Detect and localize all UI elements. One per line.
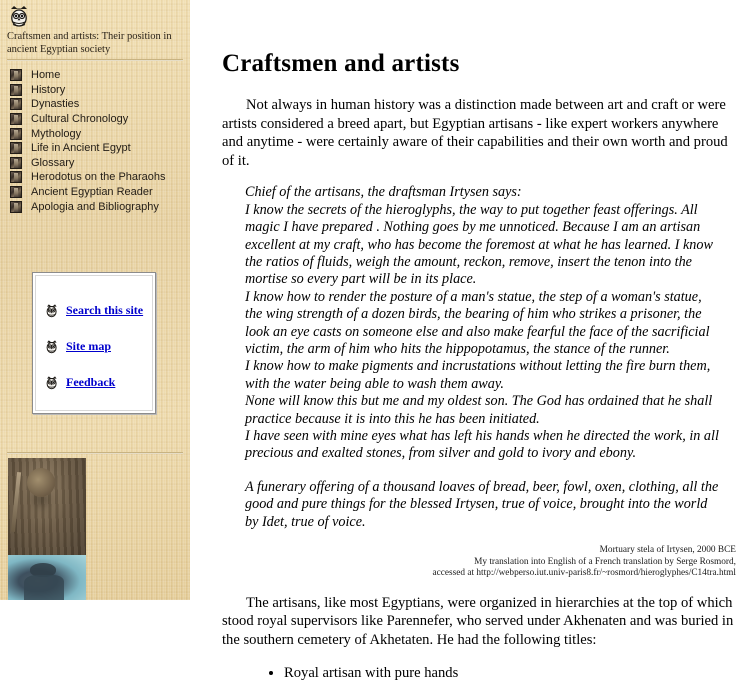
sidebar-divider-bottom xyxy=(7,452,183,454)
sidebar-divider-top xyxy=(7,59,183,61)
egypt-thumb-icon xyxy=(10,98,22,110)
feedback-link[interactable] xyxy=(45,375,115,390)
sidebar-item-label: Dynasties xyxy=(31,98,80,111)
quote-line: I know how to render the posture of a man's statue, the step of a woman's statue, the wing strength of a dozen birds, the bearing of him who strikes a prisoner, the look an eye casts on someone else and also make fearful the face of the sacrificial victim, the arm of him who hits the hippopotamus, the stance of the runner. xyxy=(245,288,710,358)
page-title: Craftsmen and artists xyxy=(222,50,460,77)
owl-icon xyxy=(45,303,58,318)
quote-line: I know how to make pigments and incrustations without letting the fire burn them, with the water being able to wash them away. xyxy=(245,358,711,392)
blue-tomb-painting-image xyxy=(8,555,86,600)
sidebar-item-dynasties[interactable] xyxy=(10,97,190,112)
credit-line-2: My translation into English of a French translation by Serge Rosmord, xyxy=(474,556,736,567)
sidebar-item-glossary[interactable] xyxy=(10,156,190,171)
quote-line: I know the secrets of the hieroglyphs, the way to put together feast offerings. All magic I have prepared . Nothing goes by me unnoticed. Because I am an artisan excellent at my craft, who has become the foremost at what he has learned. I know the ratios of fluids, weigh the amount, reckon, remove, insert the tenon into the mortise so every part will be in its place. xyxy=(245,201,713,288)
search-this-site-link[interactable] xyxy=(45,303,143,318)
second-paragraph: The artisans, like most Egyptians, were organized in hierarchies at the top of which stood royal supervisors like Parennefer, who served under Akhenaten and was buried in the southern cemetery of Akhetaten. He had the following titles: xyxy=(222,594,734,649)
sidebar-item-label: Ancient Egyptian Reader xyxy=(31,186,153,199)
sidebar-item-cultural-chronology[interactable] xyxy=(10,112,190,127)
credit-line-1: Mortuary stela of Irtysen, 2000 BCE xyxy=(599,545,736,556)
article xyxy=(222,50,736,683)
sidebar-item-label: Apologia and Bibliography xyxy=(31,200,159,213)
owl-icon xyxy=(45,339,58,354)
sidebar-item-label: Mythology xyxy=(31,127,82,140)
list-item: • Royal artisan with pure hands xyxy=(284,664,736,683)
sidebar-item-label: Life in Ancient Egypt xyxy=(31,142,131,155)
titles-list xyxy=(222,664,736,683)
site-tools-box xyxy=(32,272,156,414)
egypt-thumb-icon xyxy=(10,157,22,169)
sidebar-item-apologia-and-bibliography[interactable] xyxy=(10,199,190,214)
site-title: Craftsmen and artists: Their position in ancient Egyptian society xyxy=(7,31,172,55)
sidebar-item-label: History xyxy=(31,83,66,96)
sidebar-item-ancient-egyptian-reader[interactable] xyxy=(10,185,190,200)
sidebar-nav xyxy=(10,68,190,214)
site-tool-label: Feedback xyxy=(66,375,116,389)
sidebar-item-label: Glossary xyxy=(31,156,75,169)
quote-line: I have seen with mine eyes what has left his hands when he directed the work, in all precious and exalted stones, from silver and gold to ivory and ebony. xyxy=(245,428,719,462)
source-credit xyxy=(222,545,736,580)
egypt-thumb-icon xyxy=(10,171,22,183)
sidebar-item-label: Cultural Chronology xyxy=(31,113,129,126)
sidebar-item-mythology[interactable] xyxy=(10,126,190,141)
egypt-thumb-icon xyxy=(10,69,22,81)
egypt-thumb-icon xyxy=(10,142,22,154)
owl-icon xyxy=(45,375,58,390)
relief-carving-image xyxy=(8,458,86,555)
irtysen-quote xyxy=(222,184,721,531)
egypt-thumb-icon xyxy=(10,128,22,140)
sidebar-item-label: Herodotus on the Pharaohs xyxy=(31,171,166,184)
sidebar xyxy=(0,0,190,600)
quote-closing: A funerary offering of a thousand loaves of bread, beer, fowl, oxen, clothing, all the good and pure things for the blessed Irtysen, true of voice, brought into the world by Idet, true of voice. xyxy=(245,478,719,530)
egypt-thumb-icon xyxy=(10,201,22,213)
main-content xyxy=(190,0,756,681)
sidebar-item-label: Home xyxy=(31,69,61,82)
sidebar-item-home[interactable] xyxy=(10,68,190,83)
credit-line-3: accessed at http://webperso.iut.univ-paris8.fr/~rosmord/hieroglyphes/C14tra.html xyxy=(432,568,736,579)
egypt-thumb-icon xyxy=(10,186,22,198)
sidebar-item-herodotus-on-the-pharaohs[interactable] xyxy=(10,170,190,185)
sidebar-item-life-in-ancient-egypt[interactable] xyxy=(10,141,190,156)
egypt-thumb-icon xyxy=(10,113,22,125)
quote-line: None will know this but me and my oldest son. The God has ordained that he shall practice because it is into this he has been initiated. xyxy=(245,393,713,427)
intro-paragraph: Not always in human history was a distinction made between art and craft or were artists considered a breed apart, but Egyptian artisans - like expert workers anywhere and anytime - were certainly aware of their capabilities and their own worth and proud of it. xyxy=(222,97,728,169)
site-tool-label: Search this site xyxy=(66,303,144,317)
quote-line: Chief of the artisans, the draftsman Irtysen says: xyxy=(245,184,522,201)
site-map-link[interactable] xyxy=(45,339,111,354)
site-tool-label: Site map xyxy=(66,339,111,353)
sidebar-item-history[interactable] xyxy=(10,83,190,98)
egypt-thumb-icon xyxy=(10,84,22,96)
owl-logo-icon[interactable] xyxy=(8,4,30,28)
